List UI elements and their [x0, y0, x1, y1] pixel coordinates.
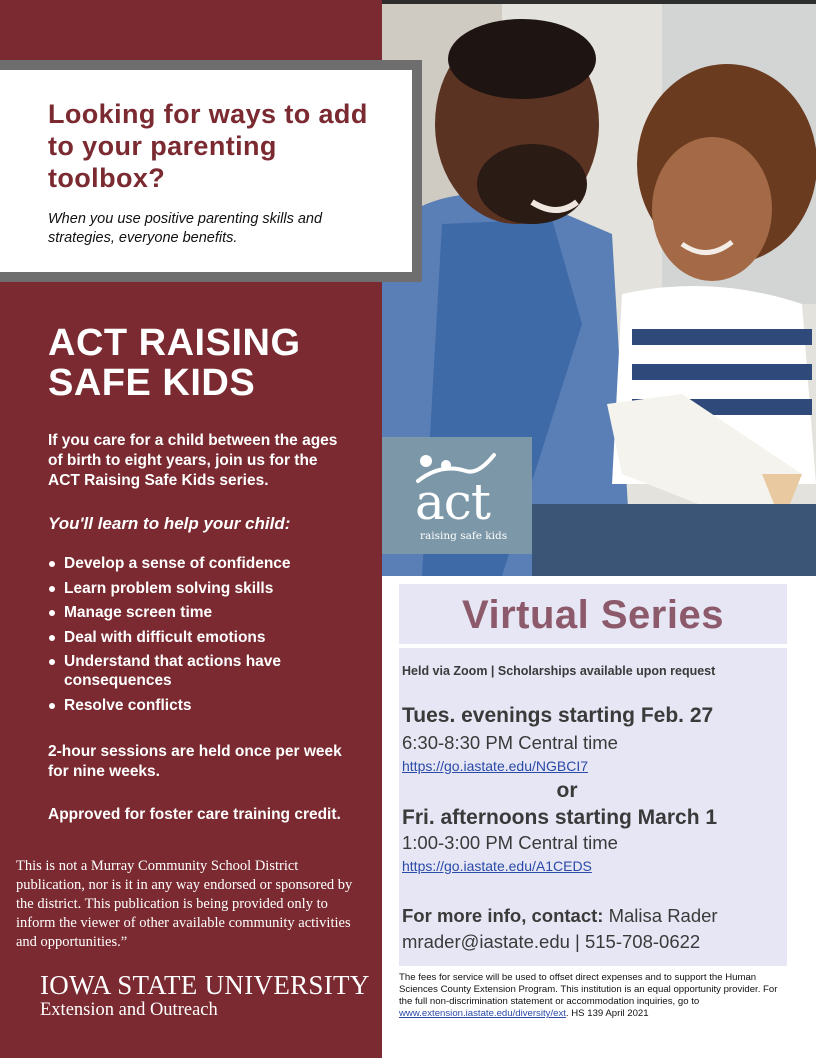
fees-statement [399, 972, 791, 1020]
option2-heading: Fri. afternoons starting March 1 [402, 806, 718, 829]
contact-info [402, 903, 718, 955]
list-item: Understand that actions have consequences [48, 652, 368, 690]
program-intro: If you care for a child between the ages of birth to eight years, join us for the ACT Raising Safe Kids series. [48, 432, 338, 489]
diversity-link[interactable]: www.extension.iastate.edu/diversity/ext [399, 1008, 566, 1019]
callout-heading: Looking for ways to add to your parenting toolbox? [48, 99, 368, 193]
series-title: Virtual Series [462, 593, 724, 637]
or-separator: or [556, 779, 578, 802]
option2-registration-link[interactable]: https://go.iastate.edu/A1CEDS [402, 858, 592, 874]
fees-suffix: . HS 139 April 2021 [565, 1008, 649, 1019]
contact-label: For more info, contact: [402, 905, 604, 926]
list-item: Manage screen time [48, 603, 368, 622]
list-item: Develop a sense of confidence [48, 554, 368, 573]
option2-time: 1:00-3:00 PM Central time [402, 832, 618, 853]
fees-text: The fees for service will be used to offset direct expenses and to support the Human Sciences County Extension Program. This institution is an equal opportunity provider. For the full non-discrimination statement or accommodation inquiries, go to [399, 972, 778, 1007]
callout-subheading: When you use positive parenting skills and strategies, everyone benefits. [48, 211, 323, 246]
act-logo-word: act [415, 473, 490, 531]
contact-line [402, 903, 718, 929]
skills-list [48, 554, 368, 720]
program-title: ACT RAISING SAFE KIDS [48, 322, 301, 404]
option1-registration-link[interactable]: https://go.iastate.edu/NGBCI7 [402, 758, 588, 774]
list-item: Resolve conflicts [48, 696, 368, 715]
sessions-info: 2-hour sessions are held once per week for nine weeks. [48, 743, 342, 780]
university-unit: Extension and Outreach [40, 1000, 218, 1020]
list-item: Deal with difficult emotions [48, 628, 368, 647]
district-disclaimer: This is not a Murray Community School District publication, nor is it in any way endorsed or sponsored by the district. This publication is being provided only to inform the viewer of other available community activities and opportunities.” [16, 858, 353, 950]
option1-heading: Tues. evenings starting Feb. 27 [402, 704, 714, 727]
option1-time: 6:30-8:30 PM Central time [402, 732, 618, 753]
foster-credit-info: Approved for foster care training credit. [48, 806, 341, 823]
callout-box [0, 70, 412, 272]
contact-email-phone[interactable]: mrader@iastate.edu | 515-708-0622 [402, 931, 701, 952]
university-name: IOWA STATE UNIVERSITY [40, 970, 370, 1000]
series-title-box [399, 584, 787, 644]
contact-name: Malisa Rader [608, 905, 718, 926]
learn-heading: You'll learn to help your child: [48, 514, 291, 533]
act-logo [382, 437, 532, 554]
zoom-note: Held via Zoom | Scholarships available upon request [402, 664, 716, 678]
list-item: Learn problem solving skills [48, 579, 368, 598]
act-logo-tagline: raising safe kids [420, 530, 508, 542]
